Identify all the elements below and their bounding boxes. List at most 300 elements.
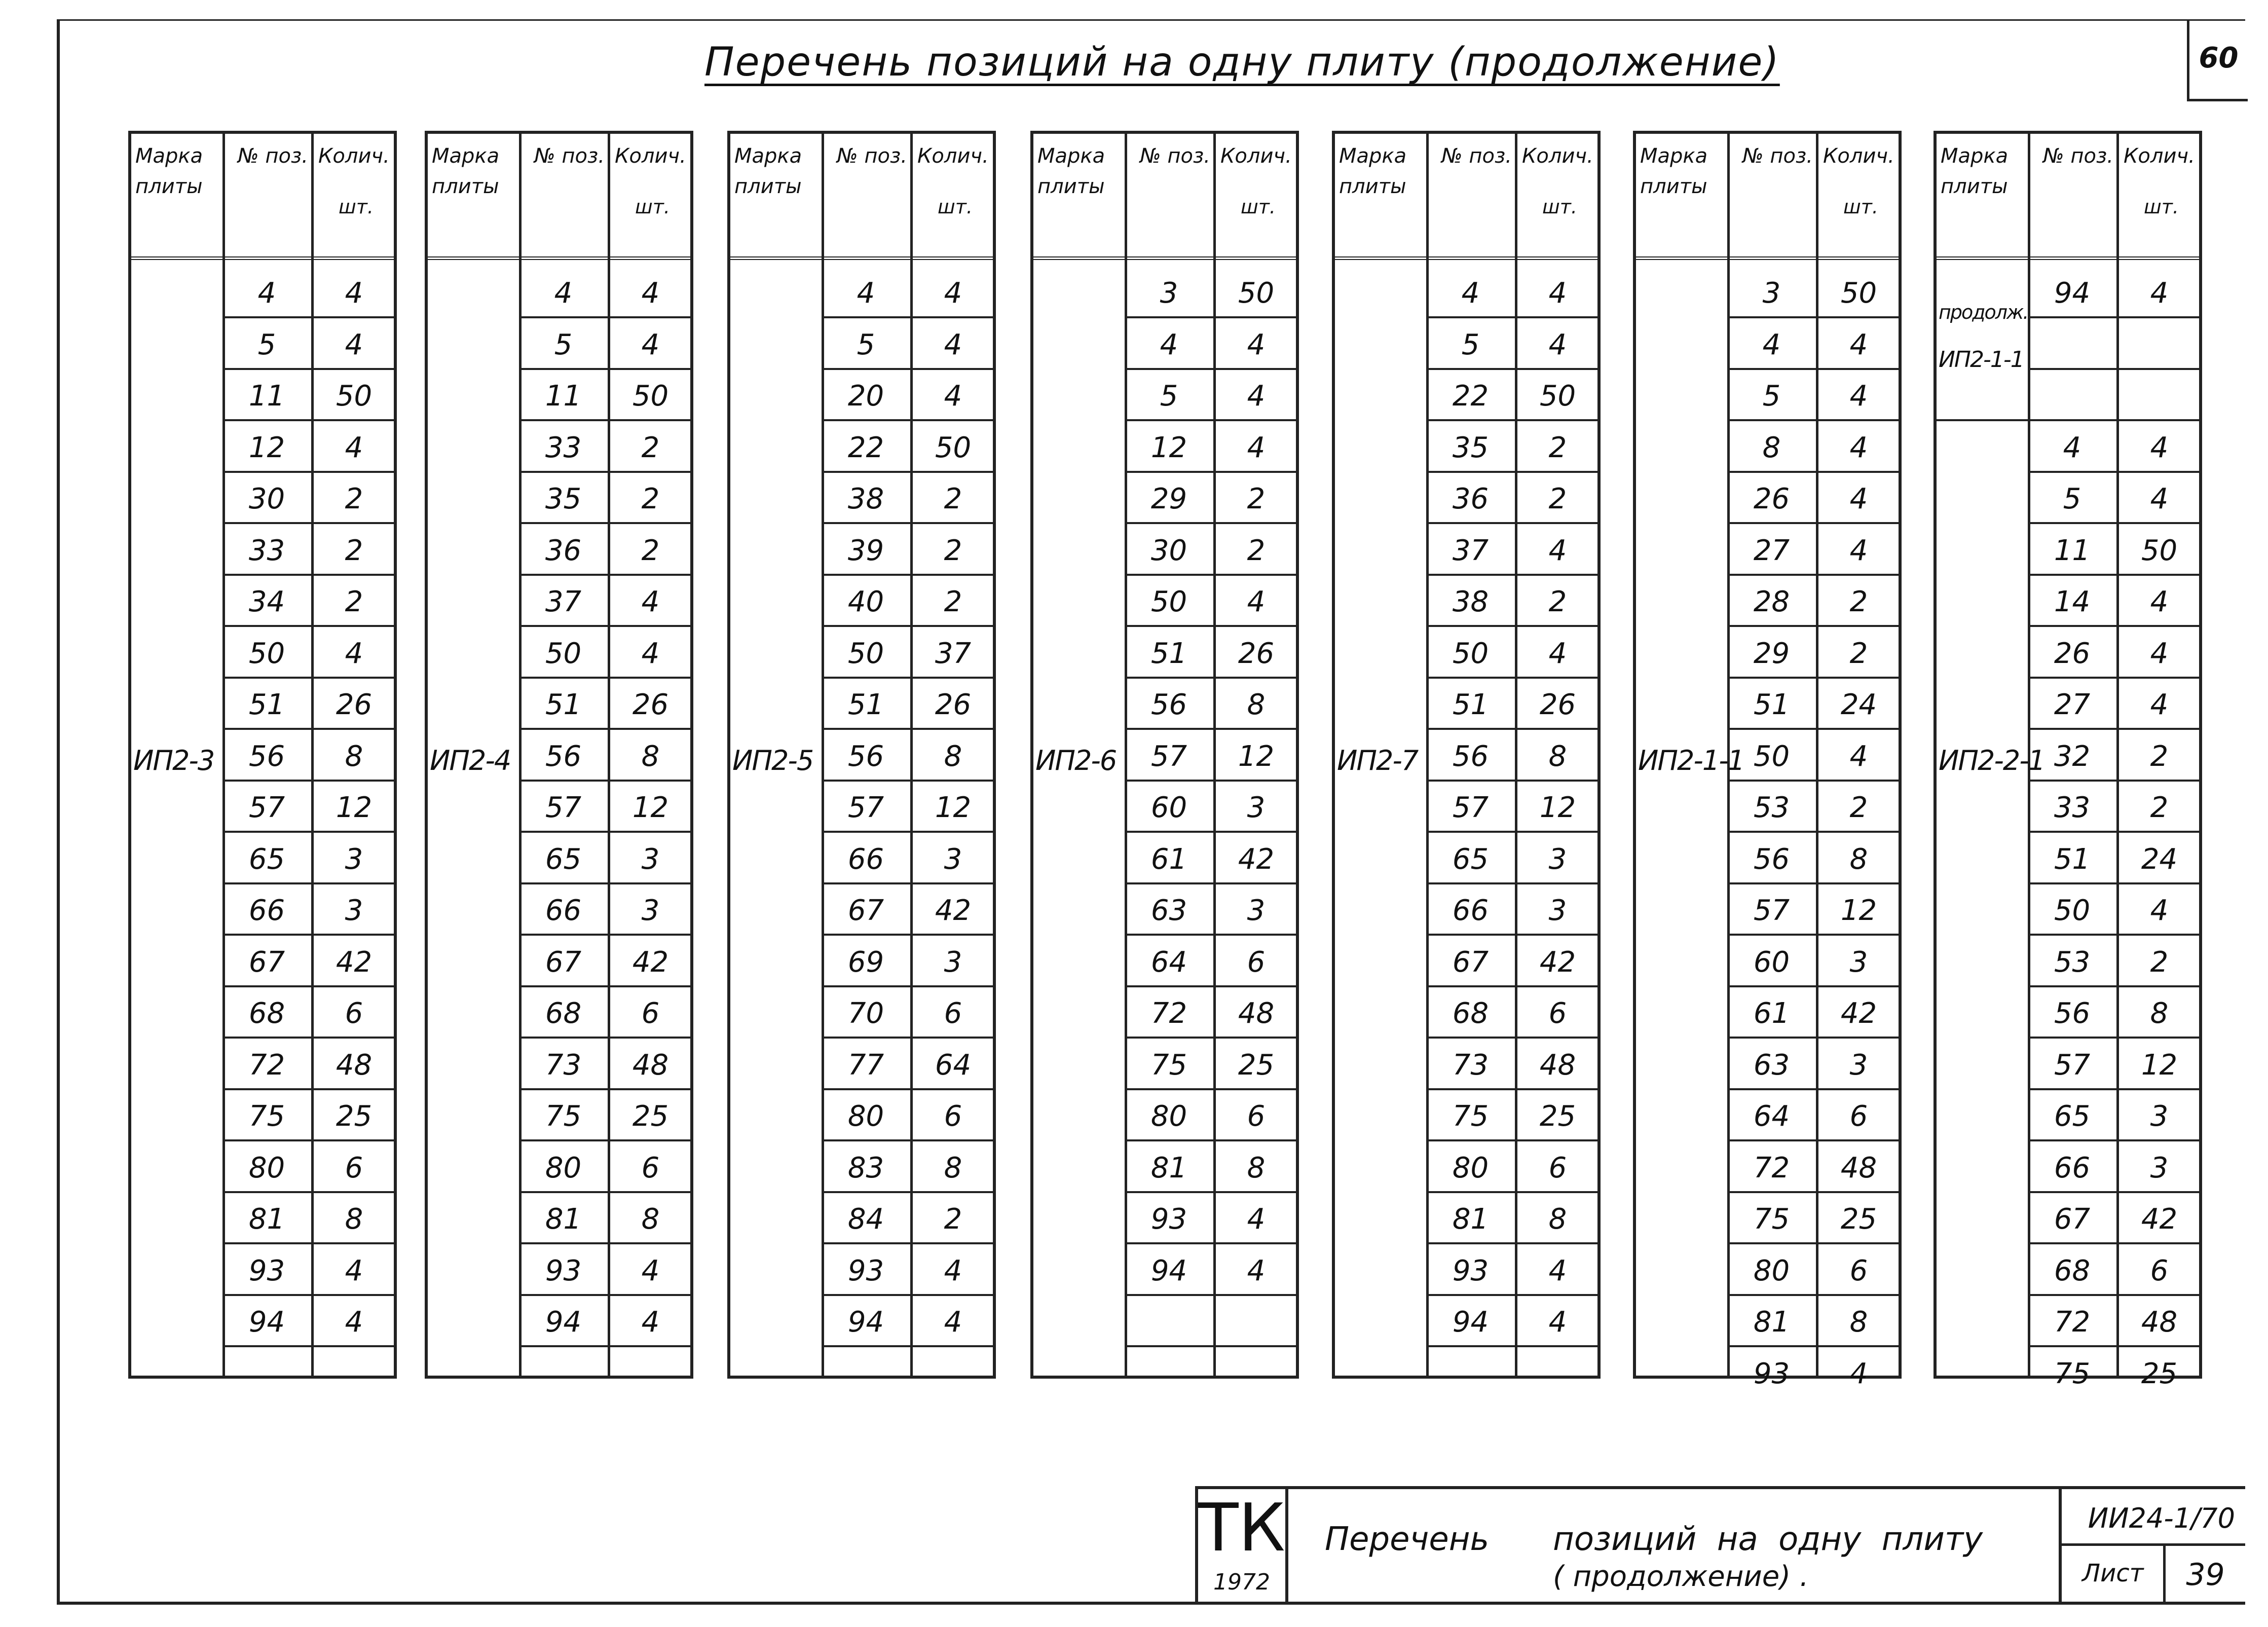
position-number: 56 xyxy=(847,739,884,773)
quantity: 3 xyxy=(1849,1048,1868,1082)
table-row xyxy=(1727,884,1902,936)
position-number: 22 xyxy=(1452,380,1489,413)
header-pos: № поз. xyxy=(534,144,605,168)
table-row xyxy=(2028,369,2202,421)
table-row xyxy=(822,1296,996,1347)
quantity: 2 xyxy=(1849,585,1868,618)
table-row xyxy=(1125,575,1299,627)
quantity: 48 xyxy=(632,1048,669,1082)
position-number: 94 xyxy=(248,1306,285,1339)
table-row xyxy=(519,1090,693,1141)
table-row xyxy=(2028,1090,2202,1141)
position-number: 69 xyxy=(847,945,884,979)
position-number: 57 xyxy=(1753,894,1790,927)
table-row xyxy=(2028,1141,2202,1193)
table-row xyxy=(1727,1039,1902,1090)
quantity: 4 xyxy=(345,431,363,464)
position-number: 60 xyxy=(1753,945,1790,979)
position-number: 72 xyxy=(1150,997,1187,1030)
table-header xyxy=(428,134,690,256)
position-number: 33 xyxy=(248,534,285,567)
position-number: 75 xyxy=(545,1100,582,1133)
table-row xyxy=(1426,781,1601,833)
header-qty xyxy=(1522,141,1593,222)
quantity: 4 xyxy=(944,277,962,310)
table-row xyxy=(1727,1296,1902,1347)
header-pos: № поз. xyxy=(837,144,907,168)
table-row xyxy=(1125,1193,1299,1244)
position-number: 80 xyxy=(248,1151,285,1185)
position-number: 81 xyxy=(1452,1203,1489,1236)
position-number: 51 xyxy=(1753,688,1790,721)
position-number: 60 xyxy=(1150,791,1187,824)
page-title: Перечень позиций на одну плиту (продолжение) xyxy=(704,40,1780,85)
position-number: 53 xyxy=(2054,945,2091,979)
quantity: 2 xyxy=(944,534,962,567)
quantity: 24 xyxy=(2141,842,2178,876)
quantity: 8 xyxy=(641,1203,660,1236)
quantity: 25 xyxy=(632,1100,669,1133)
table-row xyxy=(1125,1347,1299,1399)
table-header xyxy=(1937,134,2199,256)
positions-table xyxy=(1030,131,1299,1379)
quantity: 25 xyxy=(1840,1203,1877,1236)
quantity: 6 xyxy=(345,997,363,1030)
position-number: 51 xyxy=(847,688,884,721)
table-row xyxy=(822,1090,996,1141)
quantity: 4 xyxy=(1548,277,1567,310)
header-mark: Марка плиты xyxy=(432,144,500,198)
table-row xyxy=(222,575,397,627)
table-row xyxy=(1426,1347,1601,1399)
table-row xyxy=(1727,987,1902,1039)
quantity: 64 xyxy=(935,1048,972,1082)
position-number: 73 xyxy=(545,1048,582,1082)
position-number: 94 xyxy=(545,1306,582,1339)
quantity: 4 xyxy=(1247,1203,1266,1236)
table-row xyxy=(1727,421,1902,473)
quantity: 8 xyxy=(1849,842,1868,876)
plate-mark: ИП2-6 xyxy=(1035,745,1117,776)
position-number: 75 xyxy=(248,1100,285,1133)
quantity: 2 xyxy=(944,585,962,618)
position-number: 75 xyxy=(1452,1100,1489,1133)
table-row xyxy=(519,1347,693,1399)
position-number: 11 xyxy=(545,380,582,413)
table-row xyxy=(1426,524,1601,576)
position-number: 57 xyxy=(2054,1048,2091,1082)
header-mark: Марка плиты xyxy=(1339,144,1407,198)
position-number: 93 xyxy=(1150,1203,1187,1236)
quantity: 50 xyxy=(1238,277,1275,310)
quantity: 48 xyxy=(336,1048,373,1082)
plate-mark: ИП2-1-1 xyxy=(1638,745,1744,776)
position-number: 80 xyxy=(1452,1151,1489,1185)
position-number: 93 xyxy=(847,1254,884,1287)
position-number: 35 xyxy=(545,483,582,515)
quantity: 2 xyxy=(641,534,660,567)
position-number: 65 xyxy=(1452,842,1489,876)
quantity: 48 xyxy=(1840,1151,1877,1185)
table-row xyxy=(519,678,693,730)
position-number: 30 xyxy=(1150,534,1187,567)
position-number: 50 xyxy=(847,637,884,670)
table-row xyxy=(1426,1039,1601,1090)
position-number xyxy=(222,1351,311,1397)
quantity: 4 xyxy=(1247,380,1266,413)
stamp-code-block xyxy=(2059,1489,2245,1605)
quantity: 4 xyxy=(2150,637,2169,670)
table-row xyxy=(822,575,996,627)
table-row xyxy=(1125,1296,1299,1347)
position-number: 33 xyxy=(2054,791,2091,824)
table-row xyxy=(822,369,996,421)
header-mark: Марка плиты xyxy=(135,144,203,198)
header-qty xyxy=(2124,141,2195,222)
quantity: 2 xyxy=(944,483,962,515)
position-number: 56 xyxy=(248,739,285,773)
table-row xyxy=(822,1193,996,1244)
position-number: 72 xyxy=(248,1048,285,1082)
header-unit: шт. xyxy=(1843,196,1878,218)
quantity xyxy=(2116,322,2202,368)
position-number: 50 xyxy=(1150,585,1187,618)
table-row xyxy=(1426,1141,1601,1193)
quantity: 4 xyxy=(2150,585,2169,618)
quantity: 4 xyxy=(1548,534,1567,567)
table-row xyxy=(2028,524,2202,576)
position-number: 29 xyxy=(1753,637,1790,670)
position-number: 61 xyxy=(1150,842,1187,876)
table-row xyxy=(2028,936,2202,987)
quantity: 4 xyxy=(1849,1357,1868,1390)
position-number: 57 xyxy=(545,791,582,824)
table-row xyxy=(1727,678,1902,730)
table-row xyxy=(519,1296,693,1347)
position-number: 64 xyxy=(1753,1100,1790,1133)
table-row xyxy=(1426,884,1601,936)
table-row xyxy=(1125,1090,1299,1141)
position-number: 29 xyxy=(1150,483,1187,515)
header-mark: Марка плиты xyxy=(734,144,802,198)
table-row xyxy=(2028,730,2202,782)
quantity: 42 xyxy=(336,945,373,979)
position-number: 3 xyxy=(1762,277,1781,310)
table-row xyxy=(822,627,996,679)
position-number: 22 xyxy=(847,431,884,464)
table-row xyxy=(1125,318,1299,370)
table-row xyxy=(2028,884,2202,936)
table-row xyxy=(519,1141,693,1193)
table-row xyxy=(1125,987,1299,1039)
quantity: 25 xyxy=(1238,1048,1275,1082)
table-row xyxy=(822,730,996,782)
position-number: 70 xyxy=(847,997,884,1030)
quantity: 8 xyxy=(345,1203,363,1236)
position-number: 67 xyxy=(545,945,582,979)
position-number: 67 xyxy=(248,945,285,979)
table-row xyxy=(822,936,996,987)
table-row xyxy=(2028,1347,2202,1399)
quantity: 3 xyxy=(1849,945,1868,979)
position-number: 14 xyxy=(2054,585,2091,618)
position-number: 50 xyxy=(2054,894,2091,927)
position-number xyxy=(1125,1300,1213,1345)
quantity: 4 xyxy=(1548,328,1567,361)
table-row xyxy=(822,884,996,936)
quantity: 4 xyxy=(944,1306,962,1339)
position-number: 5 xyxy=(2063,483,2081,515)
table-row xyxy=(519,884,693,936)
position-number: 57 xyxy=(1452,791,1489,824)
quantity: 6 xyxy=(1247,1100,1266,1133)
header-qty-label: Колич. xyxy=(1522,144,1593,168)
quantity: 12 xyxy=(1539,791,1576,824)
position-number: 65 xyxy=(248,842,285,876)
table-row xyxy=(519,524,693,576)
table-row xyxy=(222,678,397,730)
position-number: 94 xyxy=(847,1306,884,1339)
table-header xyxy=(1033,134,1296,256)
position-number: 37 xyxy=(1452,534,1489,567)
table-row xyxy=(519,1193,693,1244)
quantity: 4 xyxy=(944,1254,962,1287)
position-number xyxy=(1426,1351,1515,1397)
position-number: 66 xyxy=(248,894,285,927)
table-row xyxy=(222,627,397,679)
table-row xyxy=(222,318,397,370)
position-number: 51 xyxy=(248,688,285,721)
table-row xyxy=(822,318,996,370)
table-row xyxy=(222,369,397,421)
table-row xyxy=(1125,369,1299,421)
quantity: 42 xyxy=(2141,1203,2178,1236)
quantity: 8 xyxy=(1548,739,1567,773)
position-number: 51 xyxy=(1150,637,1187,670)
quantity: 42 xyxy=(1238,842,1275,876)
table-row xyxy=(1125,1141,1299,1193)
position-number: 4 xyxy=(2063,431,2081,464)
table-row xyxy=(519,1244,693,1296)
position-number: 68 xyxy=(545,997,582,1030)
quantity: 4 xyxy=(2150,431,2169,464)
quantity: 2 xyxy=(1548,431,1567,464)
table-row xyxy=(222,421,397,473)
quantity: 26 xyxy=(1539,688,1576,721)
table-row xyxy=(222,1244,397,1296)
quantity: 2 xyxy=(2150,791,2169,824)
quantity: 50 xyxy=(1539,380,1576,413)
position-number: 50 xyxy=(1753,739,1790,773)
position-number: 50 xyxy=(545,637,582,670)
quantity: 2 xyxy=(2150,945,2169,979)
plate-mark: ИП2-7 xyxy=(1337,745,1418,776)
table-row xyxy=(222,267,397,318)
quantity: 6 xyxy=(1548,1151,1567,1185)
position-number: 12 xyxy=(1150,431,1187,464)
org-cell xyxy=(1198,1489,1288,1605)
table-row xyxy=(2028,472,2202,524)
quantity: 4 xyxy=(641,1306,660,1339)
quantity: 3 xyxy=(641,842,660,876)
position-number: 65 xyxy=(2054,1100,2091,1133)
table-row xyxy=(822,987,996,1039)
position-number xyxy=(822,1351,910,1397)
table-row xyxy=(1727,1141,1902,1193)
plate-mark: ИП2-5 xyxy=(732,745,813,776)
stamp-title-sub: ( продолжение) . xyxy=(1553,1560,1809,1593)
table-row xyxy=(222,884,397,936)
continuation-label: продолж. xyxy=(1939,301,2028,323)
table-row xyxy=(222,936,397,987)
table-row xyxy=(2028,267,2202,318)
position-number: 37 xyxy=(545,585,582,618)
table-row xyxy=(822,472,996,524)
table-row xyxy=(2028,627,2202,679)
table-row xyxy=(1125,267,1299,318)
quantity: 2 xyxy=(944,1203,962,1236)
position-number: 27 xyxy=(2054,688,2091,721)
position-number: 27 xyxy=(1753,534,1790,567)
header-qty xyxy=(615,141,686,222)
header-divider xyxy=(1636,256,1899,260)
table-row xyxy=(1125,627,1299,679)
quantity: 12 xyxy=(2141,1048,2178,1082)
position-number: 28 xyxy=(1753,585,1790,618)
position-number: 32 xyxy=(2054,739,2091,773)
quantity: 6 xyxy=(1849,1100,1868,1133)
table-row xyxy=(822,1039,996,1090)
position-number: 93 xyxy=(1753,1357,1790,1390)
header-mark: Марка плиты xyxy=(1640,144,1708,198)
quantity: 2 xyxy=(1548,483,1567,515)
table-row xyxy=(1426,627,1601,679)
table-row xyxy=(2028,575,2202,627)
table-row xyxy=(1727,575,1902,627)
table-row xyxy=(822,267,996,318)
stamp-title-word: Перечень xyxy=(1325,1521,1490,1558)
list-label: Лист xyxy=(2082,1559,2144,1587)
quantity: 8 xyxy=(944,1151,962,1185)
quantity xyxy=(1515,1351,1601,1397)
quantity: 8 xyxy=(1247,688,1266,721)
quantity: 4 xyxy=(1849,739,1868,773)
header-qty-label: Колич. xyxy=(615,144,686,168)
position-number: 94 xyxy=(2054,277,2091,310)
position-number xyxy=(2028,322,2116,368)
quantity: 24 xyxy=(1840,688,1877,721)
position-number: 38 xyxy=(847,483,884,515)
table-row xyxy=(1727,1347,1902,1399)
table-row xyxy=(1727,936,1902,987)
header-pos: № поз. xyxy=(1441,144,1512,168)
quantity: 4 xyxy=(1849,431,1868,464)
position-number: 66 xyxy=(847,842,884,876)
quantity: 6 xyxy=(2150,1254,2169,1287)
position-number: 56 xyxy=(2054,997,2091,1030)
table-row xyxy=(1426,730,1601,782)
position-number: 20 xyxy=(847,380,884,413)
position-number: 68 xyxy=(2054,1254,2091,1287)
table-row xyxy=(1727,267,1902,318)
position-number: 51 xyxy=(1452,688,1489,721)
table-row xyxy=(519,627,693,679)
table-row xyxy=(822,524,996,576)
table-header xyxy=(1335,134,1597,256)
header-qty xyxy=(1220,141,1292,222)
quantity: 26 xyxy=(336,688,373,721)
table-row xyxy=(1426,678,1601,730)
quantity: 2 xyxy=(1548,585,1567,618)
table-row xyxy=(1727,1193,1902,1244)
position-number: 93 xyxy=(1452,1254,1489,1287)
position-number: 68 xyxy=(1452,997,1489,1030)
position-number: 8 xyxy=(1762,431,1781,464)
position-number: 36 xyxy=(1452,483,1489,515)
quantity: 4 xyxy=(641,1254,660,1287)
position-number: 64 xyxy=(1150,945,1187,979)
quantity: 42 xyxy=(935,894,972,927)
position-number: 40 xyxy=(847,585,884,618)
position-number xyxy=(1125,1351,1213,1397)
position-number: 75 xyxy=(1150,1048,1187,1082)
quantity: 3 xyxy=(345,894,363,927)
position-number: 34 xyxy=(248,585,285,618)
position-number: 56 xyxy=(545,739,582,773)
position-number: 39 xyxy=(847,534,884,567)
header-pos: № поз. xyxy=(1742,144,1813,168)
position-number xyxy=(519,1351,608,1397)
position-number: 72 xyxy=(2054,1306,2091,1339)
position-number: 80 xyxy=(545,1151,582,1185)
quantity: 8 xyxy=(641,739,660,773)
quantity: 50 xyxy=(336,380,373,413)
quantity: 6 xyxy=(1247,945,1266,979)
quantity: 2 xyxy=(345,585,363,618)
continuation-mark: ИП2-1-1 xyxy=(1939,347,2024,373)
header-qty xyxy=(1823,141,1894,222)
quantity: 42 xyxy=(1840,997,1877,1030)
positions-table xyxy=(128,131,397,1379)
quantity: 12 xyxy=(336,791,373,824)
position-number: 80 xyxy=(1753,1254,1790,1287)
table-row xyxy=(1426,575,1601,627)
position-number: 75 xyxy=(2054,1357,2091,1390)
quantity xyxy=(1213,1351,1299,1397)
quantity: 2 xyxy=(1247,534,1266,567)
quantity: 6 xyxy=(1849,1254,1868,1287)
header-pos: № поз. xyxy=(238,144,308,168)
table-row xyxy=(1426,1193,1601,1244)
quantity xyxy=(311,1351,397,1397)
position-number: 81 xyxy=(248,1203,285,1236)
quantity: 4 xyxy=(1247,585,1266,618)
positions-table xyxy=(1633,131,1902,1390)
position-number: 61 xyxy=(1753,997,1790,1030)
position-number: 72 xyxy=(1753,1151,1790,1185)
position-number: 57 xyxy=(248,791,285,824)
position-number xyxy=(2028,374,2116,419)
table-row xyxy=(1125,1039,1299,1090)
position-number: 56 xyxy=(1753,842,1790,876)
position-number: 4 xyxy=(857,277,875,310)
table-row xyxy=(519,421,693,473)
position-number: 75 xyxy=(1753,1203,1790,1236)
position-number: 38 xyxy=(1452,585,1489,618)
position-number: 80 xyxy=(1150,1100,1187,1133)
header-pos: № поз. xyxy=(1140,144,1210,168)
positions-table xyxy=(1934,131,2202,1390)
